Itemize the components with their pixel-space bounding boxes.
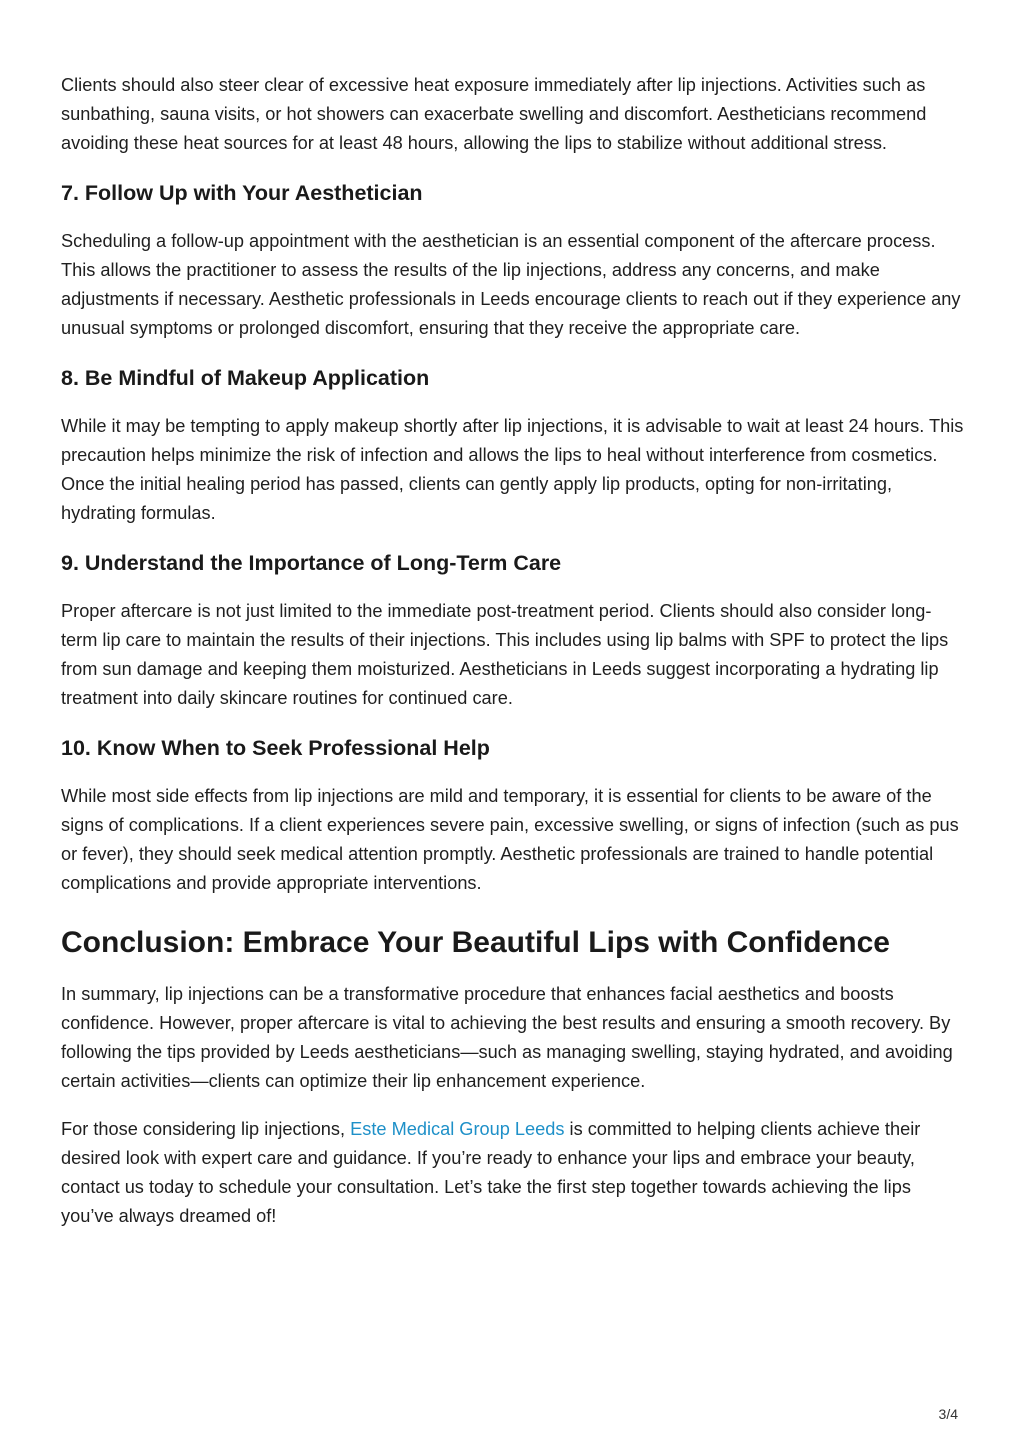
conclusion-paragraph-2-start: For those considering lip injections, <box>61 1119 351 1139</box>
section-10-heading: 10. Know When to Seek Professional Help <box>61 736 490 760</box>
conclusion-heading: Conclusion: Embrace Your Beautiful Lips with Confidence <box>61 926 890 959</box>
conclusion-paragraph-1: In summary, lip injections can be a transformative procedure that enhances facial aesthetics and boosts confidence. However, proper aftercare is vital to achieving the best results and ensuring a smooth recovery. By following the tips provided by Leeds aestheticians—such as managing swelling, staying hydrated, and avoiding certain activities—clients can optimize their lip enhancement experience. <box>61 984 953 1091</box>
page-number: 3/4 <box>938 1406 958 1422</box>
section-8-heading: 8. Be Mindful of Makeup Application <box>61 366 430 390</box>
section-10-paragraph: While most side effects from lip injections are mild and temporary, it is essential for clients to be aware of the signs of complications. If a client experiences severe pain, excessive swelling, or signs of infection (such as pus or fever), they should seek medical attention promptly. Aesthetic professionals are trained to handle potential complications and provide appropriate interventions. <box>61 786 959 893</box>
section-9-heading: 9. Understand the Importance of Long-Term Care <box>61 551 562 575</box>
conclusion-paragraph-2-end: is committed to helping clients achieve their desired look with expert care and guidance. If you’re ready to enhance your lips and embrace your beauty, contact us today to schedule your consultation. Let’s take the first step together towards achieving the lips you’ve always dreamed of! <box>61 1119 921 1226</box>
conclusion-paragraph-2 <box>61 1115 967 1231</box>
section-8-paragraph: While it may be tempting to apply makeup shortly after lip injections, it is advisable to wait at least 24 hours. This precaution helps minimize the risk of infection and allows the lips to heal without interference from cosmetics. Once the initial healing period has passed, clients can gently apply lip products, opting for non-irritating, hydrating formulas. <box>61 416 964 523</box>
section-7-heading: 7. Follow Up with Your Aesthetician <box>61 181 423 205</box>
section-9-paragraph: Proper aftercare is not just limited to the immediate post-treatment period. Clients should also consider long-term lip care to maintain the results of their injections. This includes using lip balms with SPF to protect the lips from sun damage and keeping them moisturized. Aestheticians in Leeds suggest incorporating a hydrating lip treatment into daily skincare routines for continued care. <box>61 601 949 708</box>
este-medical-group-link[interactable]: Este Medical Group Leeds <box>350 1119 565 1139</box>
document-page <box>61 71 967 1231</box>
section-7-paragraph: Scheduling a follow-up appointment with the aesthetician is an essential component of the aftercare process. This allows the practitioner to assess the results of the lip injections, address any concerns, and make adjustments if necessary. Aesthetic professionals in Leeds encourage clients to reach out if they experience any unusual symptoms or prolonged discomfort, ensuring that they receive the appropriate care. <box>61 231 961 338</box>
heat-exposure-paragraph: Clients should also steer clear of excessive heat exposure immediately after lip injections. Activities such as sunbathing, sauna visits, or hot showers can exacerbate swelling and discomfort. Aestheticians recommend avoiding these heat sources for at least 48 hours, allowing the lips to stabilize without additional stress. <box>61 75 927 153</box>
